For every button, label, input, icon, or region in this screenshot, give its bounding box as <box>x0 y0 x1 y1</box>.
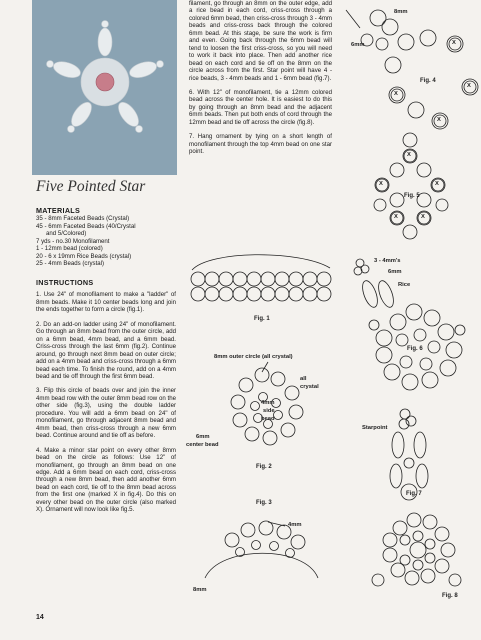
material-item: 1 - 12mm bead (colored) <box>36 245 103 253</box>
page-number: 14 <box>36 614 44 621</box>
step-6: 6. With 12" of monofilament, tie a 12mm colored bead across the center hole. It is easiest to do this by going through an 8mm bead and the adjacent 6mm beads. Then put both ends of cord through the 12mm bead and tie off across the circle (fig.8). <box>189 88 332 126</box>
fig6-6mm-label: 6mm <box>388 269 402 275</box>
fig2-center-label: center bead <box>186 442 219 448</box>
fig4-6mm-label: 6mm <box>351 42 365 48</box>
fig7-caption: Fig. 7 <box>406 491 422 497</box>
step-7: 7. Hang ornament by tying on a short length of monofilament through the top 4mm bead on one star point. <box>189 133 332 156</box>
x-mark: X <box>407 152 411 158</box>
fig2-6mm-label: 6mm <box>196 434 210 440</box>
fig3-caption: Fig. 3 <box>256 500 272 506</box>
step-4: 4. Make a minor star point on every other 8mm bead on the circle as follows: Use 12" of monofilament, go through an 8mm bead on one edge. Add a 6mm bead on each cord, criss-cross through a new 8mm bead, then add another 6mm bead on each cord, tie off to the 8mm bead across from the first one (marked X in fig.4). Do this on every other bead on the outer circle (also marked X). Ornament will now look like fig.5. <box>36 446 176 514</box>
x-mark: X <box>394 214 398 220</box>
fig3-8mm-label: 8mm <box>193 587 207 593</box>
step-3: 3. Flip this circle of beads over and join the inner 4mm bead row with the outer 8mm bead row on the other side (fig.3), using the double ladder procedure. You will add a 6mm bead on 24" of monofilament, go through adjacent 8mm bead and 4mm bead, then criss-cross through a new 6mm bead. Continue around and tie off as before. <box>36 387 176 440</box>
fig2-4mm-label: 4mm <box>261 400 275 406</box>
material-item: 7 yds - no.30 Monofilament <box>36 237 110 245</box>
fig7-starpoint-label: Starpoint <box>362 425 388 431</box>
page-title: Five Pointed Star <box>36 178 146 195</box>
fig2-all-label: all <box>300 376 307 382</box>
fig8-diagram <box>372 513 461 586</box>
fig2-bead-label: bead <box>261 416 275 422</box>
material-item: 20 - 6 x 19mm Rice Beads (crystal) <box>36 252 132 260</box>
fig5-caption: Fig. 5 <box>404 193 420 199</box>
fig4-caption: Fig. 4 <box>420 78 436 84</box>
fig2-side-label: side <box>263 408 275 414</box>
material-item: 35 - 8mm Faceted Beads (Crystal) <box>36 215 130 223</box>
step-2: 2. Do an add-on ladder using 24" of monofilament. Go through an 8mm bead from the outer circle, add on a 6mm bead, 4mm bead, and a 6mm bead. Criss-cross through the last 6mm (fig.2). Continue around, go through next 8mm bead on outer circle; add on a 4mm bead and criss-cross through a 6mm bead each time. To finish the round, add on a 4mm bead and tie off through the first 6mm bead. <box>36 320 176 380</box>
x-mark: X <box>394 91 398 97</box>
step-5: filament, go through an 8mm on the outer edge, add a rice bead in each cord, criss-cross through a colored 6mm bead, then criss-cross through 3 - 4mm beads and criss-cross back through the colored 6mm bead. At this stage, be sure the work is firm and even. Going back through the 6mm bead will tend to loosen the first criss-cross, so you will need to work it back into place. Then add another rice bead on each cord and tie off on the 8mm on the circle across from the first. Star point will have 4 - rice beads, 3 - 4mm beads and 1 - 6mm bead (fig.7). <box>189 0 332 82</box>
fig2-caption: Fig. 2 <box>256 464 272 470</box>
fig3-4mm-label: 4mm <box>288 522 302 528</box>
material-item: and 5/Colored) <box>46 230 87 238</box>
fig6-4mm-label: 3 - 4mm's <box>374 258 401 264</box>
x-mark: X <box>379 181 383 187</box>
instructions-heading: INSTRUCTIONS <box>36 278 94 287</box>
materials-heading: MATERIALS <box>36 206 81 215</box>
x-mark: X <box>467 83 471 89</box>
fig1-caption: Fig. 1 <box>254 316 270 322</box>
fig6-rice-label: Rice <box>398 282 411 288</box>
fig7-diagram <box>390 409 428 500</box>
x-mark: X <box>437 117 441 123</box>
x-mark: X <box>435 181 439 187</box>
fig3-diagram <box>205 521 318 578</box>
fig8-caption: Fig. 8 <box>442 593 458 599</box>
step-1: 1. Use 24" of monofilament to make a "ladder" of 8mm beads. Make it 10 center beads long and join the ends together to form a circle (fig.1). <box>36 291 176 314</box>
fig1-ladder <box>191 255 331 301</box>
fig4-8mm-label: 8mm <box>394 9 408 15</box>
x-mark: X <box>452 40 456 46</box>
fig2-crystal-label: crystal <box>300 384 319 390</box>
fig2-outer-label: 8mm outer circle (all crystal) <box>214 354 293 360</box>
fig4-diagram <box>346 10 478 129</box>
material-item: 25 - 4mm Beads (crystal) <box>36 260 105 268</box>
fig6-diagram <box>354 259 465 390</box>
fig6-caption: Fig. 6 <box>407 346 423 352</box>
x-mark: X <box>421 214 425 220</box>
material-item: 45 - 6mm Faceted Beads (40/Crystal <box>36 222 136 230</box>
